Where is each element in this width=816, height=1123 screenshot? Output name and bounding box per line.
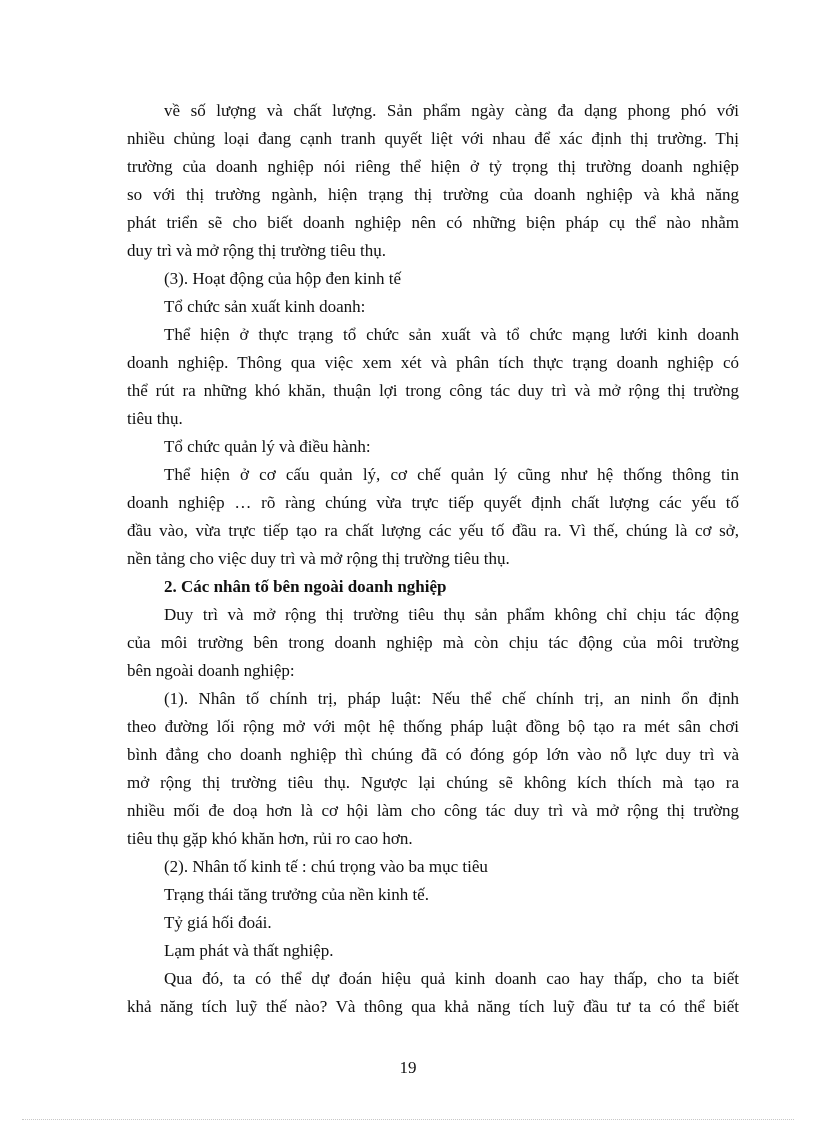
- paragraph-line: Duy trì và mở rộng thị trường tiêu thụ sản phẩm không chỉ chịu tác động: [164, 605, 739, 624]
- paragraph-line: doanh nghiệp. Thông qua việc xem xét và phân tích thực trạng doanh nghiệp có: [127, 353, 739, 372]
- subheading-nhan-to-kinh-te: (2). Nhân tố kinh tế : chú trọng vào ba mục tiêu: [164, 857, 488, 876]
- subheading-to-chuc-quan-ly: Tổ chức quản lý và điều hành:: [164, 437, 371, 456]
- paragraph-line: khả năng tích luỹ thế nào? Và thông qua khả năng tích luỹ đầu tư ta có thể biết: [127, 997, 739, 1016]
- page-body: [127, 97, 739, 1021]
- paragraph-line: so với thị trường ngành, hiện trạng thị trường của doanh nghiệp và khả năng: [127, 185, 739, 204]
- subheading-hop-den: (3). Hoạt động của hộp đen kinh tế: [164, 269, 401, 288]
- paragraph-line: nhiều chủng loại đang cạnh tranh quyết liệt với nhau để xác định thị trường. Thị: [127, 129, 739, 148]
- list-item: Tỷ giá hối đoái.: [164, 913, 272, 932]
- page-number: 19: [399, 1058, 417, 1077]
- paragraph-line: đầu vào, vừa trực tiếp tạo ra chất lượng các yếu tố đầu ra. Vì thế, chúng là cơ sở,: [127, 521, 739, 540]
- paragraph-line: duy trì và mở rộng thị trường tiêu thụ.: [127, 241, 387, 260]
- paragraph-line: (1). Nhân tố chính trị, pháp luật: Nếu thể chế chính trị, an ninh ổn định: [164, 689, 739, 708]
- paragraph-line: tiêu thụ gặp khó khăn hơn, rủi ro cao hơn.: [127, 829, 413, 848]
- paragraph-line: mở rộng thị trường tiêu thụ. Ngược lại chúng sẽ không kích thích mà tạo ra: [127, 773, 739, 792]
- paragraph-line: tiêu thụ.: [127, 409, 183, 428]
- paragraph-line: bình đẳng cho doanh nghiệp thì chúng đã có đóng góp lớn vào nỗ lực duy trì và: [127, 745, 739, 764]
- subheading-to-chuc-san-xuat: Tổ chức sản xuất kinh doanh:: [164, 297, 366, 316]
- paragraph-line: Thể hiện ở cơ cấu quản lý, cơ chế quản lý cũng như hệ thống thông tin: [164, 465, 739, 484]
- paragraph-line: theo đường lối rộng mở với một hệ thống pháp luật đồng bộ tạo ra mét sân chơi: [127, 717, 739, 736]
- paragraph-line: thể rút ra những khó khăn, thuận lợi trong công tác duy trì và mở rộng thị trường: [127, 381, 739, 400]
- paragraph-line: nhiều mối đe doạ hơn là cơ hội làm cho công tác duy trì và mở rộng thị trường: [127, 801, 739, 820]
- paragraph-line: về số lượng và chất lượng. Sản phẩm ngày càng đa dạng phong phó với: [164, 101, 739, 120]
- paragraph-line: Thể hiện ở thực trạng tổ chức sản xuất và tổ chức mạng lưới kinh doanh: [164, 325, 739, 344]
- paragraph-line: doanh nghiệp … rõ ràng chúng vừa trực tiếp quyết định chất lượng các yếu tố: [127, 493, 739, 512]
- paragraph-line: bên ngoài doanh nghiệp:: [127, 661, 295, 680]
- page-bottom-divider: [22, 1119, 794, 1120]
- list-item: Trạng thái tăng trưởng của nền kinh tế.: [164, 885, 429, 904]
- paragraph-line: trường của doanh nghiệp nói riêng thể hiện ở tỷ trọng thị trường doanh nghiệp: [127, 157, 739, 176]
- paragraph-line: của môi trường bên trong doanh nghiệp mà còn chịu tác động của môi trường: [127, 633, 739, 652]
- paragraph-line: Qua đó, ta có thể dự đoán hiệu quả kinh doanh cao hay thấp, cho ta biết: [164, 969, 739, 988]
- section-heading: 2. Các nhân tố bên ngoài doanh nghiệp: [164, 577, 447, 596]
- paragraph-line: phát triển sẽ cho biết doanh nghiệp nên có những biện pháp cụ thể nào nhằm: [127, 213, 739, 232]
- paragraph-line: nền tảng cho việc duy trì và mở rộng thị trường tiêu thụ.: [127, 549, 510, 568]
- list-item: Lạm phát và thất nghiệp.: [164, 941, 334, 960]
